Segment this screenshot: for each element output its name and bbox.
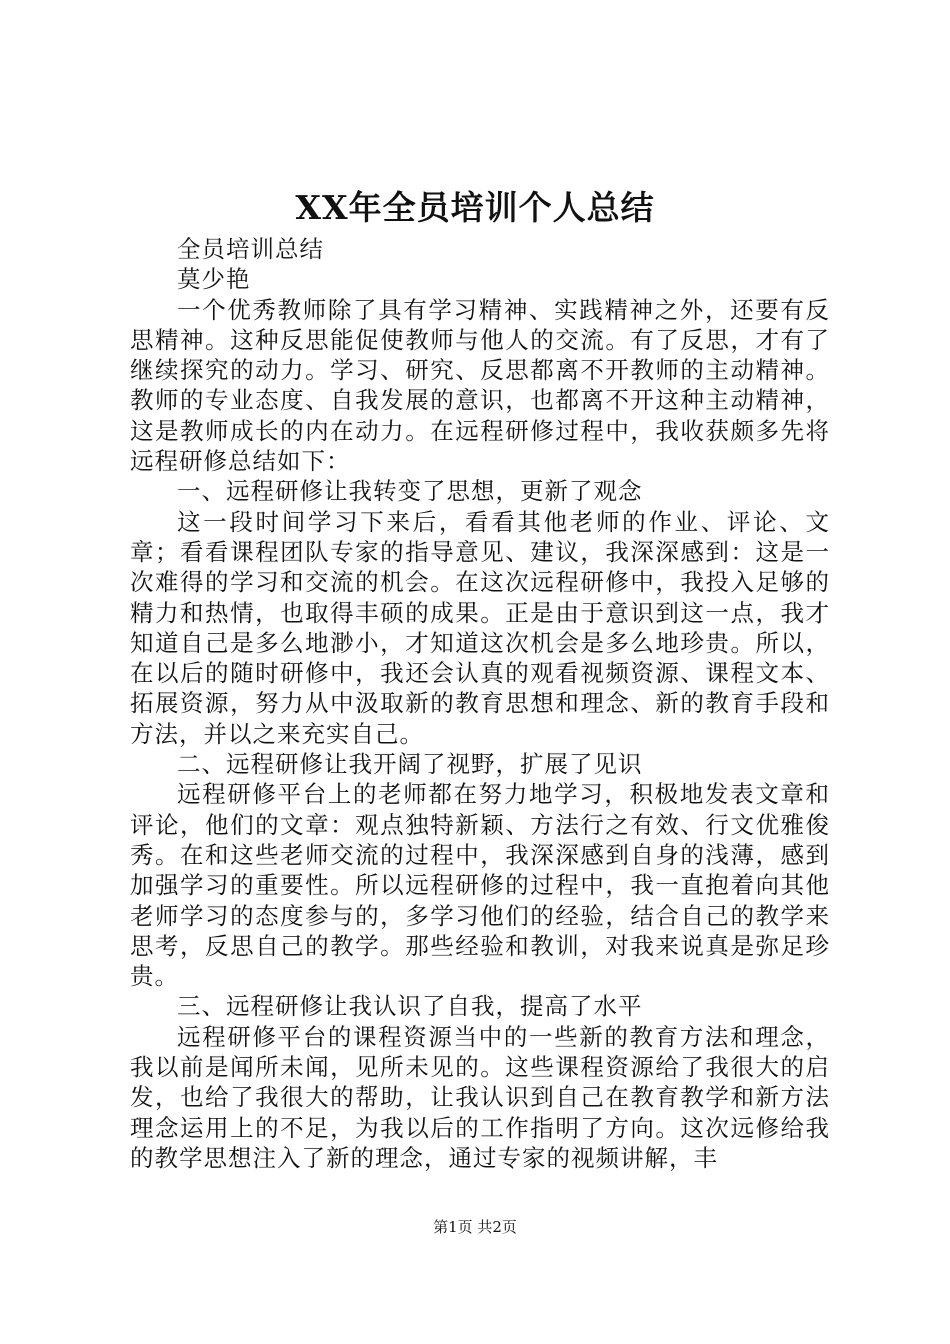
paragraph-section-1: 这一段时间学习下来后，看看其他老师的作业、评论、文章；看看课程团队专家的指导意见、建议，我深深感到：这是一次难得的学习和交流的机会。在这次远程研修中，我投入足够的精力和热情，也取得丰硕的成果。正是由于意识到这一点，我才知道自己是多么地渺小，才知道这次机会是多么地珍贵。所以，在以后的随时研修中，我还会认真的观看视频资源、课程文本、拓展资源，努力从中汲取新的教育思想和理念、新的教育手段和方法，并以之来充实自己。 [130, 507, 830, 748]
author-line: 莫少艳 [177, 265, 251, 294]
paragraph-section-2: 远程研修平台上的老师都在努力地学习，积极地发表文章和评论，他们的文章：观点独特新颖、方法行之有效、行文优雅俊秀。在和这些老师交流的过程中，我深深感到自身的浅薄，感到加强学习的重要性。所以远程研修的过程中，我一直抱着向其他老师学习的态度参与的，多学习他们的经验，结合自己的教学来思考，反思自己的教学。那些经验和教训，对我来说真是弥足珍贵。 [130, 780, 830, 991]
section-heading-1: 一、远程研修让我转变了思想，更新了观念 [177, 477, 643, 506]
page-footer: 第1页 共2页 [433, 1218, 517, 1236]
subtitle-line: 全员培训总结 [177, 235, 324, 263]
paragraph-section-3: 远程研修平台的课程资源当中的一些新的教育方法和理念，我以前是闻所未闻，见所未见的。这些课程资源给了我很大的启发，也给了我很大的帮助，让我认识到自己在教育教学和新方法理念运用上的不足，为我以后的工作指明了方向。这次远修给我的教学思想注入了新的理念，通过专家的视频讲解，丰 [130, 1022, 830, 1172]
section-heading-3: 三、远程研修让我认识了自我，提高了水平 [177, 992, 643, 1021]
document-body [130, 234, 830, 1173]
document-title: XX年全员培训个人总结 [295, 188, 655, 227]
section-heading-2: 二、远程研修让我开阔了视野，扩展了见识 [177, 750, 643, 779]
paragraph-intro: 一个优秀教师除了具有学习精神、实践精神之外，还要有反思精神。这种反思能促使教师与他人的交流。有了反思，才有了继续探究的动力。学习、研究、反思都离不开教师的主动精神。教师的专业态度、自我发展的意识，也都离不开这种主动精神，这是教师成长的内在动力。在远程研修过程中，我收获颇多先将远程研修总结如下： [130, 295, 830, 476]
